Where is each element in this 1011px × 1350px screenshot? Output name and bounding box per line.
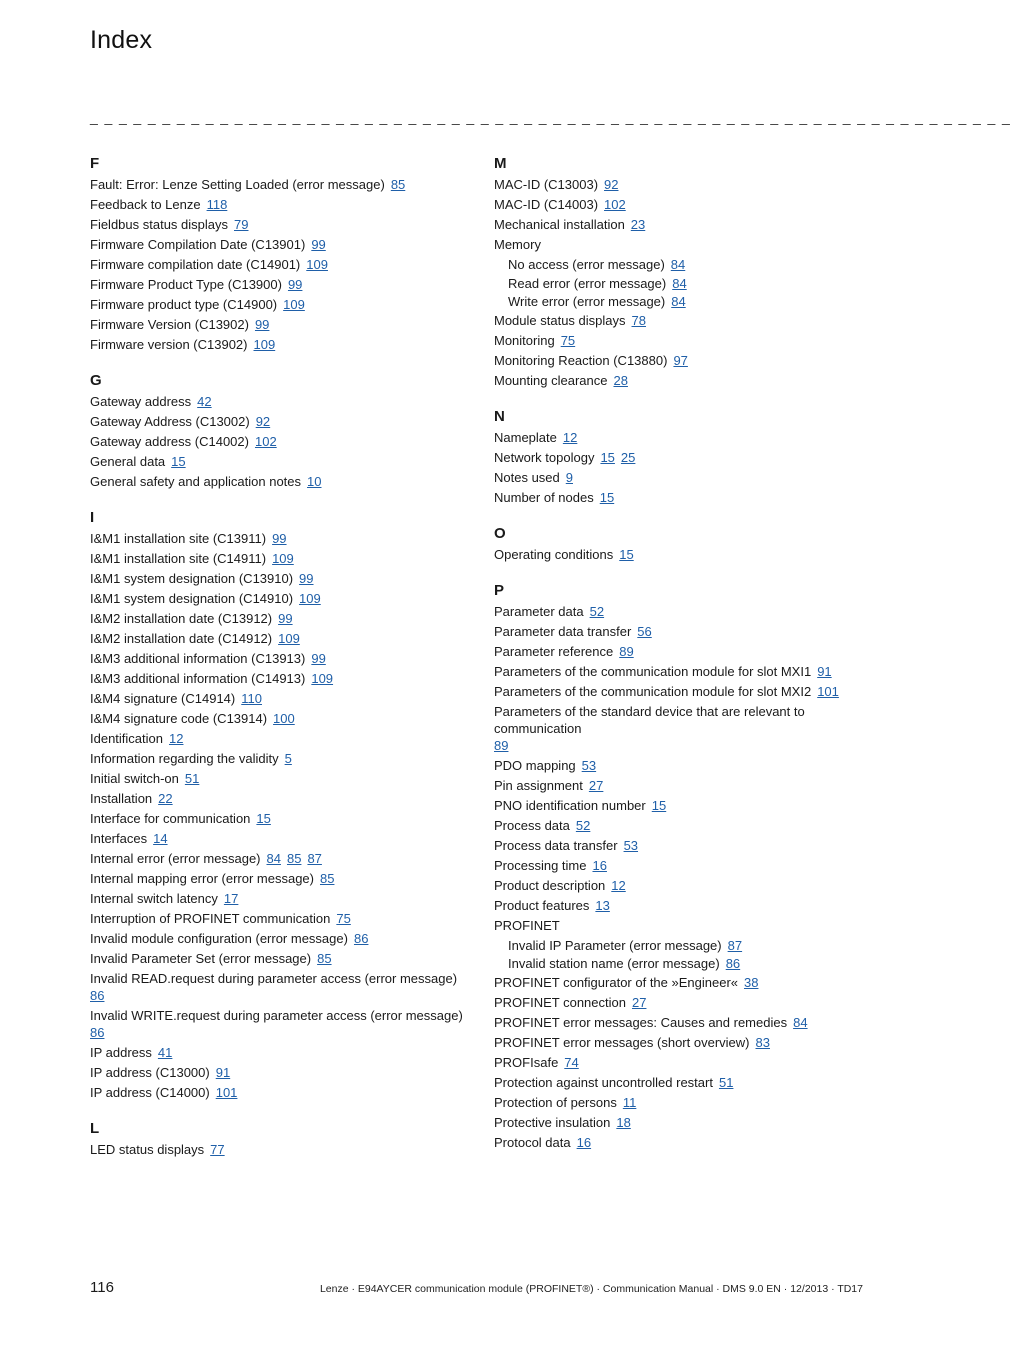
- page-link[interactable]: 14: [153, 831, 168, 846]
- page-link[interactable]: 92: [255, 414, 271, 429]
- index-entry: [494, 312, 864, 332]
- entry-text: Firmware Compilation Date (C13901): [90, 237, 306, 252]
- index-entry: [90, 570, 465, 590]
- entry-text: Product features: [494, 897, 590, 913]
- page-link[interactable]: 11: [622, 1094, 637, 1110]
- entry-text: Firmware compilation date (C14901): [90, 257, 301, 272]
- section-letter: F: [90, 155, 100, 172]
- page-link[interactable]: 87: [307, 851, 322, 866]
- page-link[interactable]: 16: [592, 857, 607, 873]
- index-entry: [494, 974, 864, 994]
- index-entry: [494, 643, 864, 663]
- index-entry: [494, 352, 864, 372]
- entry-text: I&M3 additional information (C13913): [90, 651, 306, 666]
- page-link[interactable]: 51: [718, 1074, 734, 1090]
- entry-text: Feedback to Lenze: [90, 197, 201, 212]
- index-entry: [494, 994, 864, 1014]
- page-link[interactable]: 77: [210, 1142, 225, 1157]
- page-link[interactable]: 53: [623, 837, 639, 853]
- entry-text: Invalid station name (error message): [508, 956, 720, 971]
- page-link[interactable]: 85: [390, 177, 406, 192]
- index-entry: [494, 1094, 864, 1114]
- page-link[interactable]: 74: [564, 1054, 579, 1070]
- page-link[interactable]: 75: [560, 332, 576, 348]
- entry-text: PROFINET: [494, 917, 560, 933]
- entry-text: Firmware product type (C14900): [90, 297, 278, 312]
- page-link[interactable]: 99: [311, 237, 326, 252]
- index-section-l: [90, 1118, 465, 1161]
- page-link[interactable]: 52: [575, 817, 591, 833]
- index-entry: [494, 757, 864, 777]
- entry-text: Firmware Version (C13902): [90, 317, 249, 332]
- page-link[interactable]: 13: [595, 897, 610, 913]
- index-entry: [90, 790, 465, 810]
- page-link[interactable]: 110: [241, 691, 262, 706]
- entry-text: Interfaces: [90, 831, 148, 846]
- index-entry: [90, 910, 465, 930]
- page-link[interactable]: 92: [604, 177, 619, 192]
- page-link[interactable]: 10: [307, 474, 322, 489]
- section-letter: M: [494, 155, 507, 172]
- index-entry: [90, 473, 465, 493]
- page-link[interactable]: 109: [253, 337, 276, 352]
- page-link[interactable]: 85: [286, 851, 302, 866]
- entry-text: Installation: [90, 791, 153, 806]
- entry-text: Fault: Error: Lenze Setting Loaded (error message): [90, 177, 385, 192]
- index-entry: [494, 449, 864, 469]
- entry-text: I&M2 installation date (C14912): [90, 631, 273, 646]
- index-entry: [90, 930, 465, 950]
- entry-text: Module status displays: [494, 312, 626, 328]
- index-section-i: [90, 507, 465, 1104]
- index-entry: [494, 236, 864, 256]
- entry-text: MAC-ID (C13003): [494, 177, 599, 192]
- page-link[interactable]: 99: [299, 571, 314, 586]
- index-section-o: [494, 523, 864, 566]
- index-column-right: [494, 153, 864, 1168]
- entry-text: Invalid module configuration (error message): [90, 931, 348, 946]
- entry-text: Process data: [494, 817, 570, 833]
- page-link[interactable]: 75: [336, 911, 351, 926]
- page-link[interactable]: 5: [284, 751, 292, 766]
- page-link[interactable]: 27: [631, 994, 647, 1010]
- index-section-g: [90, 370, 465, 493]
- page-link[interactable]: 87: [727, 937, 743, 953]
- index-entry: [494, 837, 864, 857]
- entry-text: PROFINET connection: [494, 994, 626, 1010]
- page-link[interactable]: 89: [494, 737, 509, 753]
- entry-text: I&M3 additional information (C14913): [90, 671, 306, 686]
- index-entry: [90, 393, 465, 413]
- entry-text: Parameter reference: [494, 643, 614, 659]
- page-link[interactable]: 109: [272, 551, 294, 566]
- index-entry: [90, 236, 465, 256]
- page-link[interactable]: 12: [169, 731, 184, 746]
- index-entry: [90, 276, 465, 296]
- index-entry: [494, 469, 864, 489]
- footer-text: Lenze · E94AYCER communication module (PROFINET®) · Communication Manual · DMS 9.0 EN · 12/2013 · TD17: [319, 1283, 863, 1295]
- page-link[interactable]: 118: [206, 197, 228, 212]
- index-entry: [494, 372, 864, 392]
- page-link[interactable]: 109: [311, 671, 334, 686]
- page-link[interactable]: 101: [215, 1085, 238, 1100]
- entry-text: PROFIsafe: [494, 1054, 559, 1070]
- entry-text: No access (error message): [508, 257, 665, 272]
- index-entry: [494, 176, 864, 196]
- page-link[interactable]: 53: [581, 757, 597, 773]
- section-letter: N: [494, 407, 505, 425]
- entry-text: Invalid READ.request during parameter access (error message): [90, 971, 458, 986]
- entry-text: Gateway address: [90, 394, 192, 409]
- entry-text: Number of nodes: [494, 489, 594, 505]
- page-link[interactable]: 15: [619, 546, 634, 562]
- entry-text: PROFINET configurator of the »Engineer«: [494, 974, 738, 990]
- page-link[interactable]: 16: [576, 1134, 592, 1150]
- page-link[interactable]: 91: [215, 1065, 231, 1080]
- page-title: Index: [90, 26, 153, 54]
- entry-text: I&M2 installation date (C13912): [90, 611, 273, 626]
- index-entry: [494, 546, 864, 566]
- page-link[interactable]: 89: [619, 643, 634, 659]
- index-entry: [90, 650, 465, 670]
- index-entry: [494, 683, 864, 703]
- entry-text: Notes used: [494, 469, 560, 485]
- page-link[interactable]: 18: [616, 1114, 631, 1130]
- page-link[interactable]: 102: [604, 197, 626, 212]
- index-subentry: [494, 955, 864, 974]
- index-entry: [494, 703, 864, 754]
- section-letter: P: [494, 581, 505, 599]
- page-link[interactable]: 51: [184, 771, 200, 786]
- index-section-n: [494, 406, 864, 509]
- page-link[interactable]: 84: [670, 257, 686, 272]
- entry-text: Invalid Parameter Set (error message): [90, 951, 312, 966]
- index-section-m: [494, 153, 864, 392]
- index-entry: [90, 550, 465, 570]
- entry-text: IP address: [90, 1045, 152, 1060]
- entry-text: PNO identification number: [494, 797, 646, 813]
- entry-text: Interruption of PROFINET communication: [90, 911, 331, 926]
- entry-text: Internal mapping error (error message): [90, 871, 314, 886]
- section-letter: G: [90, 372, 102, 389]
- index-entry: [90, 690, 465, 710]
- index-entry: [90, 630, 465, 650]
- index-entry: [90, 710, 465, 730]
- index-entry: [90, 810, 465, 830]
- index-entry: [90, 453, 465, 473]
- entry-text: Fieldbus status displays: [90, 217, 229, 232]
- index-entry: [494, 1114, 864, 1134]
- entry-text: Invalid IP Parameter (error message): [508, 937, 722, 953]
- entry-text: MAC-ID (C14003): [494, 197, 599, 212]
- page-link[interactable]: 42: [197, 394, 212, 409]
- section-letter: O: [494, 524, 506, 542]
- entry-text: Initial switch-on: [90, 771, 179, 786]
- index-entry: [90, 870, 465, 890]
- entry-text: Operating conditions: [494, 546, 614, 562]
- index-entry: [90, 530, 465, 550]
- page-link[interactable]: 78: [631, 312, 646, 328]
- page-link[interactable]: 41: [157, 1045, 173, 1060]
- entry-text: Processing time: [494, 857, 587, 873]
- page-link[interactable]: 83: [755, 1034, 770, 1050]
- page-link[interactable]: 84: [671, 294, 686, 309]
- page-link[interactable]: 86: [725, 956, 741, 971]
- entry-text: General data: [90, 454, 166, 469]
- index-entry: [90, 950, 465, 970]
- page-link[interactable]: 84: [793, 1014, 808, 1030]
- entry-text: Network topology: [494, 449, 595, 465]
- index-entry: [90, 316, 465, 336]
- entry-text: Gateway address (C14002): [90, 434, 249, 449]
- entry-text: Firmware Product Type (C13900): [90, 277, 282, 292]
- index-section-f: [90, 153, 465, 356]
- page-link[interactable]: 86: [90, 1025, 105, 1040]
- page-link[interactable]: 109: [278, 631, 300, 646]
- index-entry: [90, 216, 465, 236]
- index-entry: [90, 610, 465, 630]
- page-link[interactable]: 86: [353, 931, 369, 946]
- page-link[interactable]: 28: [613, 372, 628, 388]
- page-link[interactable]: 85: [319, 871, 335, 886]
- index-entry: [90, 970, 465, 1004]
- index-subentry: [494, 256, 864, 275]
- index-entry: [90, 770, 465, 790]
- index-entry: [90, 750, 465, 770]
- index-entry: [494, 1054, 864, 1074]
- index-entry: [494, 797, 864, 817]
- page-link[interactable]: 12: [562, 429, 578, 445]
- index-entry: [494, 603, 864, 623]
- index-entry: [90, 336, 465, 356]
- page-link[interactable]: 15: [600, 449, 615, 465]
- entry-text: Mounting clearance: [494, 372, 608, 388]
- index-section-p: [494, 580, 864, 1154]
- page-link[interactable]: 86: [90, 988, 105, 1003]
- index-entry: [90, 176, 465, 196]
- page-link[interactable]: 99: [272, 531, 287, 546]
- entry-text: I&M1 installation site (C13911): [90, 531, 267, 546]
- index-entry: [90, 413, 465, 433]
- page-link[interactable]: 22: [158, 791, 173, 806]
- page-link[interactable]: 15: [599, 489, 615, 505]
- entry-text: Product description: [494, 877, 606, 893]
- entry-text: Memory: [494, 237, 541, 252]
- page-link[interactable]: 15: [256, 811, 271, 826]
- page-link[interactable]: 15: [651, 797, 667, 813]
- entry-text: Protection against uncontrolled restart: [494, 1074, 713, 1090]
- index-entry: [494, 489, 864, 509]
- index-entry: [494, 1014, 864, 1034]
- page-link[interactable]: 99: [311, 651, 326, 666]
- page-link[interactable]: 17: [223, 891, 239, 906]
- page-link[interactable]: 12: [611, 877, 626, 893]
- page-link[interactable]: 84: [672, 275, 687, 291]
- index-entry: [90, 830, 465, 850]
- header-divider: _ _ _ _ _ _ _ _ _ _ _ _ _ _ _ _ _ _ _ _ _ _ _ _ _ _ _ _ _ _ _ _ _ _ _ _ _ _ _ _ _ _ _ _ _ _ _ _ _ _ _ _ _ _ _ _ _ _ _ _ _ _ _ _: [90, 109, 1011, 125]
- index-entry: [90, 1044, 465, 1064]
- entry-text: Identification: [90, 731, 163, 746]
- page-link[interactable]: 85: [317, 951, 332, 966]
- entry-text: I&M4 signature code (C13914): [90, 711, 268, 726]
- index-subentry: [494, 275, 864, 294]
- index-entry: [90, 1084, 465, 1104]
- index-entry: [494, 777, 864, 797]
- page-link[interactable]: 91: [817, 663, 832, 679]
- index-entry: [494, 857, 864, 877]
- index-subentry: [494, 937, 864, 956]
- entry-text: IP address (C14000): [90, 1085, 210, 1100]
- entry-text: Write error (error message): [508, 294, 666, 309]
- page-link[interactable]: 52: [589, 603, 605, 619]
- index-entry: [90, 296, 465, 316]
- index-entry: [494, 196, 864, 216]
- page-link[interactable]: 109: [299, 591, 321, 606]
- entry-text: Invalid WRITE.request during parameter access (error message): [90, 1008, 463, 1023]
- entry-text: Monitoring: [494, 332, 555, 348]
- entry-text: Internal error (error message): [90, 851, 261, 866]
- entry-text: PROFINET error messages: Causes and remedies: [494, 1014, 788, 1030]
- page-number: 116: [90, 1279, 114, 1296]
- page-link[interactable]: 23: [630, 217, 646, 232]
- entry-text: I&M4 signature (C14914): [90, 691, 236, 706]
- index-entry: [90, 256, 465, 276]
- entry-text: Monitoring Reaction (C13880): [494, 352, 668, 368]
- entry-text: Read error (error message): [508, 275, 667, 291]
- index-entry: [494, 1074, 864, 1094]
- index-entry: [494, 429, 864, 449]
- entry-text: Gateway Address (C13002): [90, 414, 250, 429]
- entry-text: PDO mapping: [494, 757, 576, 773]
- index-entry: [90, 433, 465, 453]
- index-entry: [90, 890, 465, 910]
- entry-text: Parameters of the communication module for slot MXI2: [494, 683, 812, 699]
- page-link[interactable]: 109: [306, 257, 328, 272]
- entry-text: Process data transfer: [494, 837, 618, 853]
- index-entry: [494, 1134, 864, 1154]
- index-entry: [90, 1141, 465, 1161]
- index-entry: [494, 917, 864, 937]
- index-entry: [90, 196, 465, 216]
- entry-text: LED status displays: [90, 1142, 205, 1157]
- page-link[interactable]: 56: [637, 623, 652, 639]
- page-link[interactable]: 100: [273, 711, 295, 726]
- index-entry: [494, 216, 864, 236]
- index-entry: [90, 1064, 465, 1084]
- section-letter: I: [90, 509, 95, 526]
- page-link[interactable]: 38: [744, 974, 759, 990]
- page-link[interactable]: 97: [673, 352, 688, 368]
- entry-text: I&M1 system designation (C13910): [90, 571, 294, 586]
- index-entry: [90, 590, 465, 610]
- index-entry: [90, 730, 465, 750]
- index-entry: [494, 897, 864, 917]
- page-link[interactable]: 99: [278, 611, 293, 626]
- page-link[interactable]: 27: [588, 777, 604, 793]
- index-entry: [494, 663, 864, 683]
- entry-text: Mechanical installation: [494, 217, 625, 232]
- entry-text: Internal switch latency: [90, 891, 218, 906]
- index-column-left: [90, 153, 465, 1175]
- entry-text: Protocol data: [494, 1134, 571, 1150]
- entry-text: Parameters of the communication module for slot MXI1: [494, 663, 812, 679]
- entry-text: PROFINET error messages (short overview): [494, 1034, 750, 1050]
- index-entry: [494, 623, 864, 643]
- page-link[interactable]: 84: [266, 851, 281, 866]
- entry-text: Information regarding the validity: [90, 751, 279, 766]
- entry-text: Pin assignment: [494, 777, 583, 793]
- page-link[interactable]: 9: [565, 469, 573, 485]
- entry-text: Protection of persons: [494, 1094, 617, 1110]
- entry-text: I&M1 system designation (C14910): [90, 591, 294, 606]
- page-link[interactable]: 99: [254, 317, 270, 332]
- index-entry: [494, 877, 864, 897]
- entry-text: Parameter data: [494, 603, 584, 619]
- index-entry: [494, 817, 864, 837]
- page-link[interactable]: 25: [620, 449, 636, 465]
- index-entry: [494, 1034, 864, 1054]
- page-link[interactable]: 15: [171, 454, 186, 469]
- page-link[interactable]: 101: [817, 683, 839, 699]
- index-entry: [90, 850, 465, 870]
- section-letter: L: [90, 1120, 100, 1137]
- index-entry: [90, 670, 465, 690]
- entry-text: IP address (C13000): [90, 1065, 210, 1080]
- index-subentry: [494, 293, 864, 312]
- entry-text: Interface for communication: [90, 811, 251, 826]
- entry-text: Protective insulation: [494, 1114, 611, 1130]
- index-entry: [494, 332, 864, 352]
- entry-text: General safety and application notes: [90, 474, 302, 489]
- page-link[interactable]: 102: [254, 434, 277, 449]
- entry-text: I&M1 installation site (C14911): [90, 551, 267, 566]
- index-entry: [90, 1007, 465, 1041]
- entry-text: Firmware version (C13902): [90, 337, 248, 352]
- page-link[interactable]: 99: [287, 277, 303, 292]
- page-link[interactable]: 79: [234, 217, 249, 232]
- entry-text: Nameplate: [494, 429, 557, 445]
- entry-text: Parameters of the standard device that are relevant to communication: [494, 703, 805, 736]
- entry-text: Parameter data transfer: [494, 623, 632, 639]
- page-link[interactable]: 109: [283, 297, 305, 312]
